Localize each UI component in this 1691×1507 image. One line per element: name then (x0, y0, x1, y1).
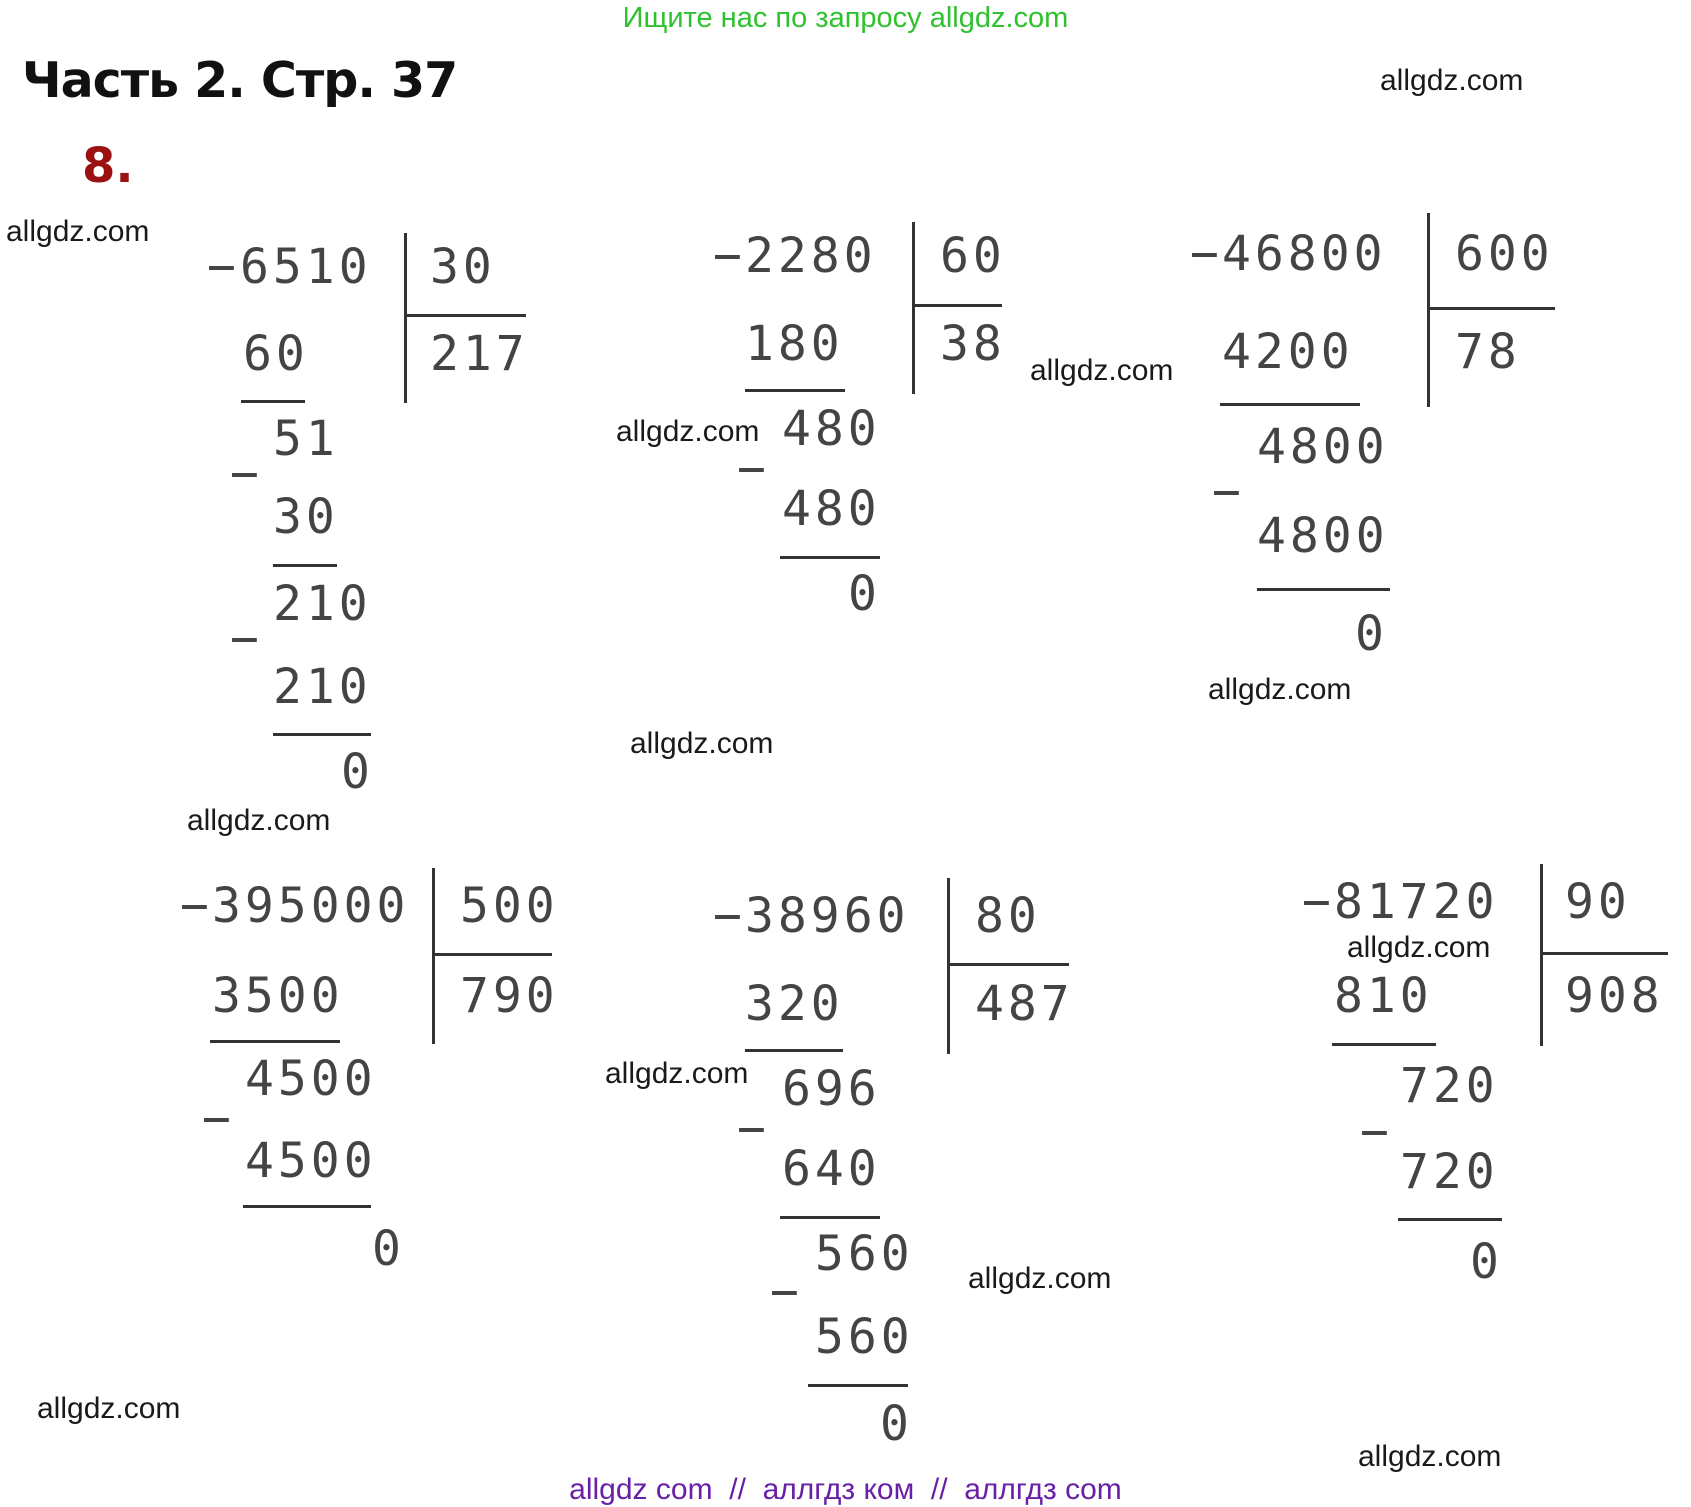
remainder: 0 (848, 566, 881, 622)
minus-sign: − (230, 611, 259, 667)
dividend: 395000 (212, 878, 410, 934)
quotient-underline (947, 963, 1069, 966)
division-bracket (947, 878, 950, 1054)
minus-sign: − (207, 239, 236, 295)
division-bracket (1540, 864, 1543, 1046)
top-banner: Ищите нас по запросу allgdz.com (622, 2, 1069, 34)
page-title: Часть 2. Стр. 37 (22, 52, 458, 109)
step: 4500 (245, 1051, 377, 1107)
divisor: 60 (940, 228, 1006, 284)
remainder: 0 (1470, 1234, 1503, 1290)
quotient: 487 (975, 976, 1074, 1032)
step: 720 (1400, 1144, 1499, 1200)
division-bracket (912, 222, 915, 394)
subtraction-line (210, 1040, 340, 1043)
quotient: 908 (1565, 968, 1664, 1024)
step: 51 (273, 411, 339, 467)
dividend: 38960 (745, 888, 910, 944)
quotient: 78 (1455, 324, 1521, 380)
division-bracket (1427, 213, 1430, 407)
subtraction-line (1398, 1218, 1502, 1221)
minus-sign: − (202, 1091, 231, 1147)
watermark: allgdz.com (1208, 673, 1352, 706)
watermark: allgdz.com (630, 727, 774, 760)
watermark: allgdz.com (968, 1262, 1112, 1295)
step: 180 (745, 316, 844, 372)
watermark: allgdz.com (1347, 931, 1491, 964)
quotient-underline (912, 304, 1002, 307)
step: 210 (273, 659, 372, 715)
minus-sign: − (1212, 464, 1241, 520)
quotient-underline (1540, 952, 1668, 955)
divisor: 30 (430, 239, 496, 295)
step: 60 (243, 326, 309, 382)
quotient-underline (1427, 307, 1555, 310)
watermark: allgdz.com (37, 1392, 181, 1425)
subtraction-line (1220, 403, 1360, 406)
divisor: 600 (1455, 226, 1554, 282)
step: 210 (273, 576, 372, 632)
step: 3500 (212, 968, 344, 1024)
divisor: 90 (1565, 874, 1631, 930)
task-number: 8. (82, 138, 134, 194)
step: 640 (782, 1141, 881, 1197)
step: 320 (745, 976, 844, 1032)
subtraction-line (745, 389, 845, 392)
step: 696 (782, 1061, 881, 1117)
footer-links: allgdz com // аллгдз ком // аллгдз com (569, 1473, 1122, 1506)
quotient: 217 (430, 326, 529, 382)
step: 4800 (1257, 419, 1389, 475)
watermark: allgdz.com (1030, 354, 1174, 387)
subtraction-line (808, 1384, 908, 1387)
divisor: 500 (460, 878, 559, 934)
dividend: 46800 (1222, 226, 1387, 282)
subtraction-line (780, 1216, 880, 1219)
subtraction-line (243, 1205, 371, 1208)
step: 810 (1334, 968, 1433, 1024)
watermark: allgdz.com (6, 215, 150, 248)
quotient-underline (432, 953, 552, 956)
remainder: 0 (341, 744, 374, 800)
dividend: 2280 (745, 228, 877, 284)
minus-sign: − (1302, 874, 1331, 930)
step: 4500 (245, 1133, 377, 1189)
watermark: allgdz.com (1380, 64, 1524, 97)
quotient: 38 (940, 316, 1006, 372)
step: 480 (782, 401, 881, 457)
dividend: 6510 (240, 239, 372, 295)
minus-sign: − (230, 446, 259, 502)
minus-sign: − (737, 441, 766, 497)
step: 480 (782, 481, 881, 537)
quotient-underline (404, 314, 526, 317)
subtraction-line (1332, 1043, 1436, 1046)
step: 560 (815, 1309, 914, 1365)
division-bracket (404, 233, 407, 403)
minus-sign: − (180, 878, 209, 934)
quotient: 790 (460, 968, 559, 1024)
minus-sign: − (770, 1264, 799, 1320)
step: 4200 (1222, 324, 1354, 380)
step: 4800 (1257, 508, 1389, 564)
watermark: allgdz.com (1358, 1440, 1502, 1473)
minus-sign: − (1190, 226, 1219, 282)
minus-sign: − (713, 888, 742, 944)
subtraction-line (780, 556, 880, 559)
subtraction-line (273, 564, 337, 567)
subtraction-line (273, 733, 371, 736)
minus-sign: − (1360, 1104, 1389, 1160)
watermark: allgdz.com (187, 804, 331, 837)
remainder: 0 (1355, 606, 1388, 662)
watermark: allgdz.com (616, 415, 760, 448)
watermark: allgdz.com (605, 1057, 749, 1090)
remainder: 0 (372, 1221, 405, 1277)
dividend: 81720 (1334, 874, 1499, 930)
subtraction-line (241, 400, 305, 403)
step: 30 (273, 489, 339, 545)
step: 560 (815, 1226, 914, 1282)
step: 720 (1400, 1058, 1499, 1114)
minus-sign: − (713, 228, 742, 284)
subtraction-line (1257, 588, 1390, 591)
division-bracket (432, 868, 435, 1044)
subtraction-line (745, 1049, 843, 1052)
remainder: 0 (880, 1396, 913, 1452)
minus-sign: − (737, 1101, 766, 1157)
divisor: 80 (975, 888, 1041, 944)
